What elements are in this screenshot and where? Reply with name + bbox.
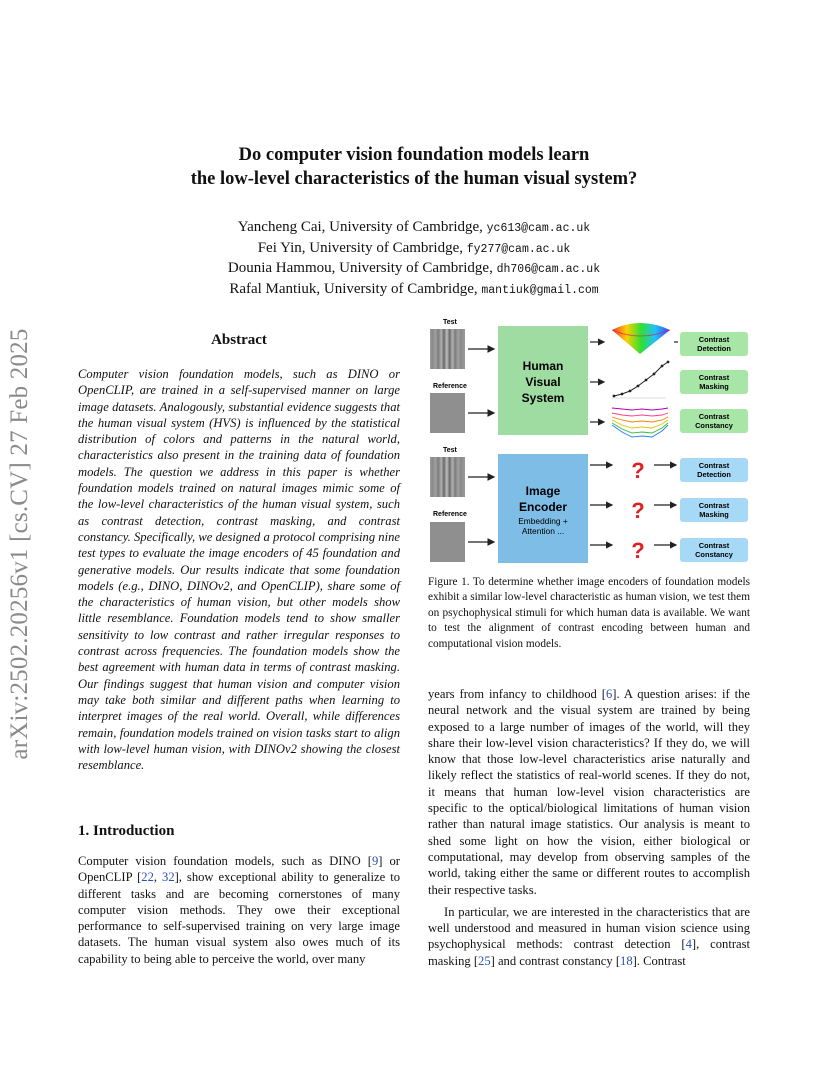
output-label: Contrast <box>698 412 730 421</box>
author-email[interactable]: dh706@cam.ac.uk <box>496 263 601 276</box>
figure-1-caption: Figure 1. To determine whether image encoders of foundation models exhibit a similar low-level characteristic as human vision, we test them on psychophysical stimuli for which human data is available. We want to test the alignment of contrast encoding between human and computational vision models. <box>428 576 750 650</box>
arxiv-side-label: arXiv:2502.20256v1 [cs.CV] 27 Feb 2025 <box>6 328 33 760</box>
question-mark-icon: ? <box>631 458 645 483</box>
question-mark-icon: ? <box>631 538 645 563</box>
author-email[interactable]: fy277@cam.ac.uk <box>466 242 571 256</box>
title-line-2: the low-level characteristics of the human visual system? <box>190 169 638 189</box>
author <box>0 280 828 301</box>
test-label: Test <box>443 447 457 454</box>
body-paragraph <box>428 904 750 969</box>
test-label: Test <box>443 319 457 326</box>
figure-1-diagram <box>426 312 750 574</box>
author <box>0 218 828 239</box>
author <box>0 259 828 280</box>
output-label: Masking <box>699 510 729 519</box>
output-label: Contrast <box>698 501 730 510</box>
contrast-masking-plot <box>612 361 669 398</box>
human-box-line: Human <box>522 359 564 373</box>
author <box>0 239 828 260</box>
output-label: Constancy <box>695 421 733 430</box>
output-label: Contrast <box>698 335 730 344</box>
output-label: Detection <box>697 344 731 353</box>
output-label: Constancy <box>695 550 733 559</box>
body-paragraph <box>428 686 750 898</box>
human-box-line: System <box>521 391 565 405</box>
output-label: Contrast <box>698 461 730 470</box>
citation-link[interactable]: 9 <box>371 854 379 868</box>
encoder-sub-line: Embedding + <box>518 516 568 526</box>
question-mark-icon: ? <box>631 498 645 523</box>
intro-heading: 1. Introduction <box>78 823 175 839</box>
text-run: ]. Contrast <box>632 953 686 968</box>
author-email[interactable]: mantiuk@gmail.com <box>481 283 599 297</box>
reference-stimulus-image <box>430 393 465 433</box>
reference-stimulus-image <box>430 522 465 562</box>
author-list <box>0 218 828 300</box>
citation-link[interactable]: 4 <box>685 937 692 952</box>
text-run: ], show exceptional ability to generalize to different tasks and are becoming cornerstones of many computer vision methods. They owe their exceptional performance to self-supervised training on very large image datasets. The human visual system also owes much of its capability to being able to perceive the world, over many <box>78 870 400 966</box>
output-label: Masking <box>699 382 729 391</box>
right-column-text <box>428 686 750 969</box>
author-name: Dounia Hammou, University of Cambridge, <box>227 260 493 276</box>
encoder-title-line: Image <box>525 484 561 498</box>
abstract-heading: Abstract <box>211 332 267 348</box>
contrast-detection-plot <box>612 323 670 354</box>
text-run: Computer vision foundation models, such as DINO [ <box>78 854 372 868</box>
citation-link[interactable]: 22 <box>141 870 154 885</box>
output-label: Detection <box>697 470 731 479</box>
author-name: Rafal Mantiuk, University of Cambridge, <box>229 280 478 297</box>
citation-link[interactable]: 32 <box>162 870 175 885</box>
reference-label: Reference <box>433 383 467 390</box>
encoder-title-line: Encoder <box>518 500 568 514</box>
author-name: Yancheng Cai, University of Cambridge, <box>237 219 483 235</box>
author-name: Fei Yin, University of Cambridge, <box>257 239 463 256</box>
text-run: ] or OpenCLIP [ <box>78 854 400 885</box>
human-box-line: Visual <box>525 375 561 389</box>
text-run: , <box>153 870 163 885</box>
paper-title <box>0 143 828 191</box>
citation-link[interactable]: 18 <box>620 953 633 968</box>
text-run: ] and contrast constancy [ <box>490 953 621 968</box>
text-run: In particular, we are interested in the characteristics that are well understood and measured in human vision science using psychophysical methods: contrast detection [ <box>428 904 750 952</box>
test-stimulus-image <box>430 457 465 497</box>
citation-link[interactable]: 6 <box>605 687 613 701</box>
output-label: Contrast <box>698 373 730 382</box>
encoder-sub-line: Attention ... <box>521 526 565 536</box>
text-run: years from infancy to childhood [ <box>428 687 606 701</box>
intro-paragraph <box>78 853 400 967</box>
citation-link[interactable]: 25 <box>478 953 491 968</box>
text-run: ]. A question arises: if the neural network and the visual system are trained by being exposed to a large number of images of the world, will they share their low-level vision characteristics? If they do, we will know that those low-level characteristics arise naturally and likely reflect the statistics of real-world scenes. If they do not, it means that human low-level vision characteristics are specific to the optical/biological limitations of human vision rather than natural image statistics. Our analysis is meant to shed some light on how the vision, either biological or computational, may develop from observing samples of the world, taking either the same or different routes to accomplish their respective tasks. <box>428 687 750 897</box>
contrast-constancy-plot <box>612 408 668 437</box>
author-email[interactable]: yc613@cam.ac.uk <box>486 222 591 235</box>
abstract-text: Computer vision foundation models, such as DINO or OpenCLIP, are trained in a self-supervised manner on large image datasets. Analogously, substantial evidence suggests that the human visual system (HVS) is influenced by the statistical distribution of colors and patterns in the natural world, characteristics also present in the training data of foundation models. The question we address in this paper is whether foundation models trained on natural images mimic some of the low-level characteristics of the human visual system, such as contrast detection, contrast masking, and contrast constancy. Specifically, we designed a protocol comprising nine test types to evaluate the image encoders of 45 foundation and generative models. Our results indicate that some foundation models (e.g., DINO, DINOv2, and OpenCLIP), share some of the characteristics of human vision, but other models show little resemblance. Foundation models tend to show smaller sensitivity to low contrast and rather irregular responses to contrast across frequencies. The foundation models show the best agreement with human data in terms of contrast masking. Our findings suggest that human vision and computer vision may take both similar and different paths when learning to interpret images of the real world. Overall, while differences remain, foundation models trained on vision tasks start to align with low-level human vision, with DINOv2 showing the closest resemblance. <box>78 367 400 773</box>
output-label: Contrast <box>698 541 730 550</box>
text-run: ], contrast masking [ <box>428 937 751 968</box>
title-line-1: Do computer vision foundation models learn <box>238 145 590 165</box>
test-stimulus-image <box>430 329 465 369</box>
reference-label: Reference <box>433 511 467 518</box>
